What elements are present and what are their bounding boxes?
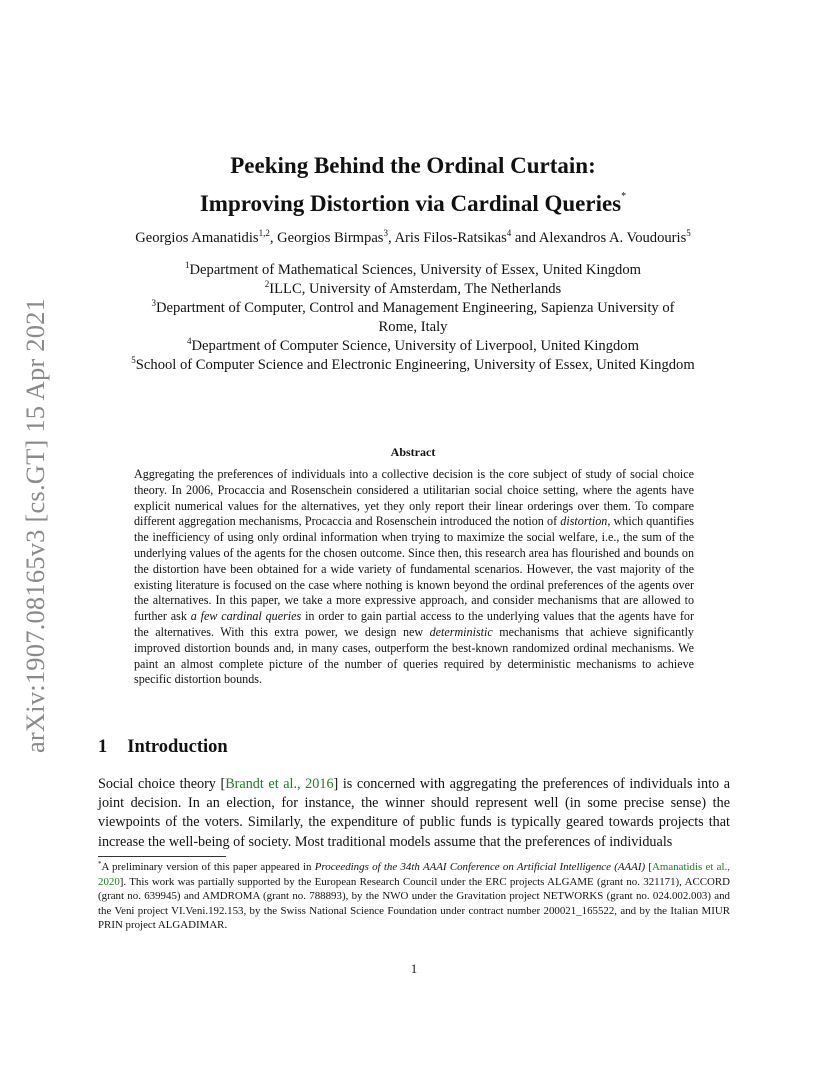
author-separator: , [387,230,395,246]
author: Georgios Amanatidis [135,230,259,246]
footnote [98,860,730,933]
author-separator: and [511,230,539,246]
intro-text: Social choice theory [ [98,776,226,792]
abstract-text: in order to gain partial access to the underlying values that the agents have for the alternatives. With this extra power, we design new [134,609,695,639]
author: Aris Filos-Ratsikas [394,230,507,246]
abstract-body [134,467,694,688]
arxiv-identifier: arXiv:1907.08165v3 [cs.GT] 15 Apr 2021 [20,297,51,753]
author-list [96,228,730,248]
author-affiliation-mark: 3 [383,228,388,238]
affiliation-mark: 5 [131,355,136,365]
title-line-2 [96,181,730,219]
footnote-rule [98,856,226,857]
intro-paragraph [98,775,730,852]
section-number: 1 [98,737,108,757]
affiliation [96,299,730,318]
author-affiliation-mark: 5 [686,228,691,238]
footnote-mark: * [98,860,102,868]
affiliation-mark: 3 [151,298,156,308]
footnote-text: A preliminary version of this paper appeared in [101,861,315,873]
abstract-emphasis: distortion [560,514,608,529]
footnote-text: ]. This work was partially supported by the European Research Council under the ERC projects ALGAME (grant no. 321171), ACCORD (grant no. 639945) and AMDROMA (grant no. 788893), by the NWO under the Gravitation project NETWORKS (grant no. 024.002.003) and the Veni project VI.Veni.192.153, by the Swiss National Science Foundation under contract number 200021_165522, and by the Italian MIUR PRIN project ALGADIMAR. [98,875,730,932]
title-footnote-mark: * [621,191,627,202]
abstract-text: Aggregating the preferences of individuals into a collective decision is the core subject of study of social choice theory. In 2006, Procaccia and Rosenschein considered a utilitarian social choice setting, where the agents have explicit numerical values for the alternatives, yet they only report their linear orderings over them. To compare different aggregation mechanisms, Procaccia and Rosenschein introduced the notion of [134,467,694,529]
affiliation-text: Department of Computer Science, University of Liverpool, United Kingdom [191,338,639,354]
affiliation-text: Rome, Italy [378,319,448,335]
affiliation-mark: 2 [264,279,270,289]
affiliation [96,356,730,375]
affiliation-text: School of Computer Science and Electronic Engineering, University of Essex, United Kingdom [135,357,695,373]
citation-link[interactable]: Amanatidis et al., 2020 [98,861,730,888]
abstract-emphasis: deterministic [429,624,493,639]
affiliation-text: ILLC, University of Amsterdam, The Netherlands [269,281,562,297]
affiliation-mark: 1 [185,260,190,270]
footnote-venue: Proceedings of the 34th AAAI Conference on Artificial Intelligence (AAAI) [314,861,646,873]
affiliation-text: Department of Mathematical Sciences, University of Essex, United Kingdom [189,262,641,278]
affiliation [96,280,730,299]
intro-text: ] is concerned with aggregating the preferences of individuals into a joint decision. In an election, for instance, the winner should represent well (in some precise sense) the viewpoints of the voters. Similarly, the expenditure of public funds is typically geared towards projects that increase the well-being of society. Most traditional models assume that the preferences of individuals [98,776,731,850]
author: Alexandros A. Voudouris [538,230,687,246]
title-line-2-text: Improving Distortion via Cardinal Queries [199,191,622,216]
page-number: 1 [410,962,418,976]
affiliation-mark: 4 [187,336,192,346]
affiliation [96,261,730,280]
affiliation-text: Department of Computer, Control and Management Engineering, Sapienza University of [155,300,675,316]
author: Georgios Birmpas [277,230,384,246]
footnote-text: [ [645,861,653,873]
abstract-heading: Abstract [390,445,436,459]
abstract-text: mechanisms that achieve significantly improved distortion bounds and, in many cases, outperform the best-known randomized ordinal mechanisms. We paint an almost complete picture of the number of queries required by deterministic mechanisms to achieve specific distortion bounds. [134,624,694,687]
paper-title [96,150,730,219]
author-affiliation-mark: 4 [506,228,512,238]
section-title: Introduction [127,737,228,757]
arxiv-side-stamp [18,290,54,760]
title-line-1: Peeking Behind the Ordinal Curtain: [230,153,596,178]
affiliation [96,318,730,337]
abstract-emphasis: a few cardinal queries [190,609,302,624]
affiliation [96,337,730,356]
section-heading [98,737,228,758]
affiliation-list [96,261,730,375]
abstract-text: , which quantifies the inefficiency of using only ordinal information when trying to maximize the social welfare, i.e., the sum of the underlying values of the agents for the chosen outcome. Since then, this research area has flourished and bounds on the distortion have been obtained for a wide variety of fundamental scenarios. However, the vast majority of the existing literature is focused on the case where nothing is known beyond the ordinal preferences of the agents over the alternatives. In this paper, we take a more expressive approach, and consider mechanisms that are allowed to further ask [134,514,694,624]
citation-link[interactable]: Brandt et al., 2016 [225,776,334,792]
author-separator: , [269,230,278,246]
author-affiliation-mark: 1,2 [258,228,270,238]
